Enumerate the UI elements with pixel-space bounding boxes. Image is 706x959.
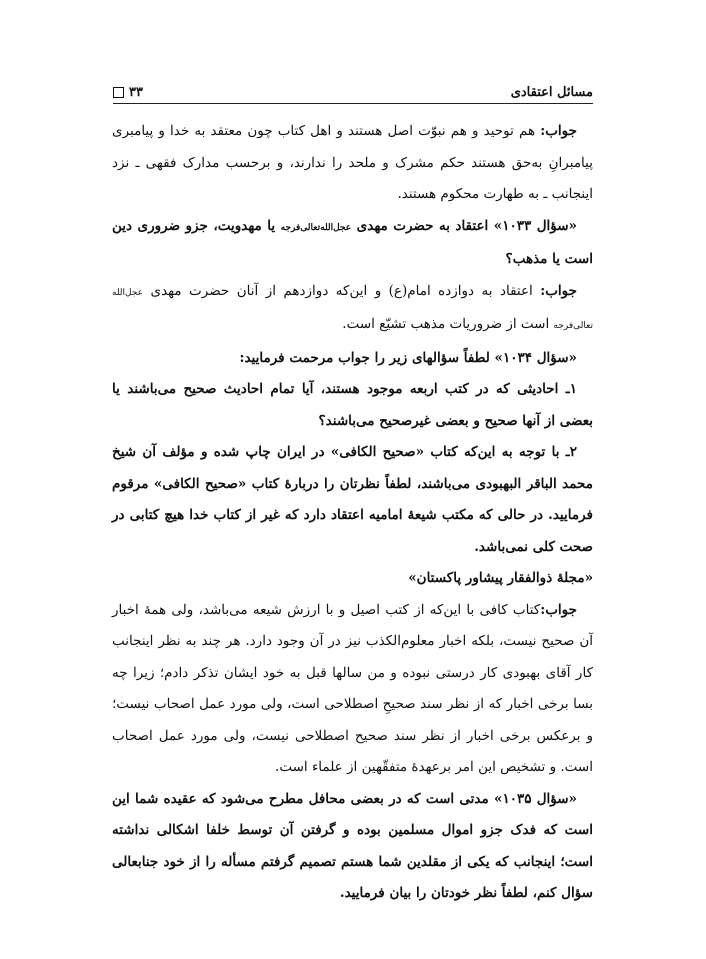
header-divider bbox=[113, 103, 593, 104]
answer-label: جواب: bbox=[540, 282, 577, 299]
answer-text: کتاب کافی با این‌که از کتب اصیل و با ارزش شیعه می‌باشد، ولی همهٔ اخبار آن صحیح نیست، بلکه اخبار معلوم‌الکذب نیز در آن وجود دارد. هر چند به نظر اینجانب کار آقای بهبودی کار درستی نبوده و من سالها قبل به خود ایشان تذکر دادم؛ زیرا چه بسا برخی اخبار که از نظر سند صحیحِ اصطلاحی است، ولی مورد عمل اصحاب نیست؛ و برعکس برخی اخبار از نظر سند صحیح اصطلاحی نیست، ولی مورد عمل اصحاب است. و تشخیص این امر برعهدهٔ متفقّهین از علماء است. bbox=[112, 601, 593, 775]
page-number bbox=[113, 85, 143, 100]
answer-paragraph bbox=[112, 116, 593, 211]
honorific: عجل‌الله‌تعالی‌فرجه bbox=[280, 222, 352, 233]
answer-label: جواب: bbox=[540, 123, 577, 139]
page-number-text: ۳۳ bbox=[129, 85, 143, 100]
answer-1034 bbox=[112, 595, 593, 784]
honorific: عجل‌الله تعالی‌فرجه bbox=[112, 287, 593, 331]
answer-text: اعتقاد به دوازده امام(ع) و این‌که دوازدهم از آنان حضرت مهدی bbox=[143, 282, 541, 299]
question-1034-item-1: ۱ـ احادیثی که در کتب اربعه موجود هستند، آیا تمام احادیث صحیح می‌باشند یا بعضی از آنها صحیح و بعضی غیرصحیح می‌باشند؟ bbox=[112, 381, 593, 429]
answer-label: جواب: bbox=[540, 601, 577, 618]
question-number: «سؤال ۱۰۳۳» bbox=[493, 217, 577, 234]
question-text: یا مهدویت، جزو ضروری دین است یا مذهب؟ bbox=[112, 217, 593, 267]
answer-1033 bbox=[112, 276, 593, 343]
section-title: مسائل اعتقادی bbox=[510, 85, 593, 100]
answer-text: هم توحید و هم نبوّت اصل هستند و اهل کتاب چون معتقد به خدا و پیامبری پیامبرانِ به‌حق هستند حکم مشرک و ملحد را ندارند، و برحسب مدارک فقهی ـ نزد اینجانب ـ به طهارت محکوم هستند. bbox=[112, 123, 593, 202]
page-body bbox=[112, 116, 593, 910]
question-text: اعتقاد به حضرت مهدی bbox=[351, 217, 494, 234]
question-source: «مجلهٔ ذوالفقار پیشاور پاکستان» bbox=[408, 570, 593, 586]
page-header bbox=[113, 78, 593, 100]
question-1034: «سؤال ۱۰۳۴» لطفاً سؤالهای زیر را جواب مرحمت فرمایید: bbox=[239, 349, 577, 366]
question-1035: «سؤال ۱۰۳۵» مدتی است که در بعضی محافل مطرح می‌شود که عقیده شما این است که فدک جزو اموال مسلمین بوده و گرفتن آن توسط خلفا اشکالی نداشته است؛ اینجانب که یکی از مقلدین شما هستم تصمیم گرفتم مسأله را از خود جنابعالی سؤال کنم، لطفاً نظر خودتان را بیان فرمایید. bbox=[112, 790, 593, 901]
question-1034-item-2: ۲ـ با توجه به این‌که کتاب «صحیح الکافی» در ایران چاپ شده و مؤلف آن شیخ محمد الباقر البهبودی می‌باشند، لطفاً نظرتان را دربارهٔ کتاب «صحیح الکافی» مرقوم فرمایید. در حالی که مکتب شیعهٔ امامیه اعتقاد دارد که غیر از کتاب خدا هیچ کتابی در صحت کلی نمی‌باشد. bbox=[112, 444, 593, 555]
square-icon bbox=[113, 87, 124, 98]
answer-text: است از ضروریات مذهب تشیّع است. bbox=[342, 316, 554, 332]
question-1033 bbox=[112, 211, 593, 276]
